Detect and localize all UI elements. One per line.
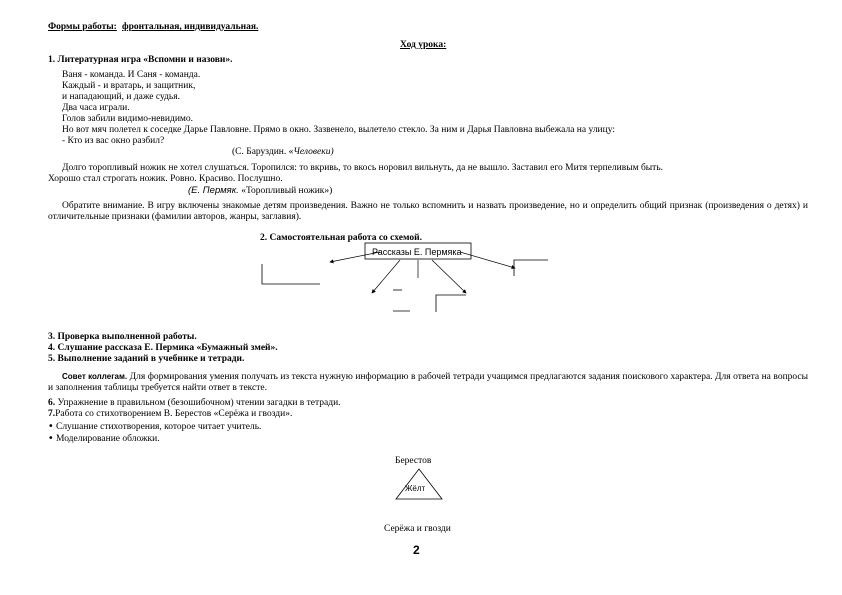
section1-title: 1. Литературная игра «Вспомни и назови». — [48, 55, 233, 65]
scheme-arrow-down-right — [432, 260, 466, 293]
page-number: 2 — [413, 543, 420, 557]
item-7-number: 7. — [48, 409, 56, 419]
poem-line: и нападающий, и даже судья. — [62, 92, 181, 102]
item-6 — [48, 398, 341, 409]
citation-2 — [188, 185, 332, 197]
bullet-text: Слушание стихотворения, которое читает учитель. — [55, 422, 262, 432]
poem-line: - Кто из вас окно разбил? — [62, 136, 165, 146]
cover-genre: Жёлт — [405, 484, 426, 493]
bullet-dot-icon: • — [48, 421, 54, 432]
scheme-slot-left — [262, 264, 320, 284]
bullet-dot-icon: • — [48, 433, 54, 444]
lesson-heading: Ход урока: — [400, 40, 447, 50]
note-paragraph: Обратите внимание. В игру включены знакомые детям произведения. Важно не только вспомнить и назвать произведение, но и определить общий признак (произведения о детях) и отличительные признаки (фамилии авторов, жанры, заглавия). — [48, 201, 808, 222]
section2-title: 2. Самостоятельная работа со схемой. — [260, 233, 422, 243]
poem-line: Голов забили видимо-невидимо. — [62, 114, 194, 124]
bullet-item — [48, 433, 160, 445]
bullet-item — [48, 421, 261, 433]
poem-line: Но вот мяч полетел к соседке Дарье Павловне. Прямо в окно. Зазвенело, вылетело стекло. За ним и Дарья Павловна выбежала на улицу: — [62, 125, 615, 135]
step-3: 3. Проверка выполненной работы. — [48, 332, 197, 342]
cover-title: Серёжа и гвозди — [384, 524, 451, 534]
scheme-center-label: Рассказы Е. Пермяка — [372, 247, 462, 257]
scheme-slot-right — [514, 260, 548, 276]
forms-value: фронтальная, индивидуальная. — [122, 22, 259, 32]
scheme-arrow-down-left — [372, 260, 400, 293]
poem-line: Два часа играли. — [62, 103, 130, 113]
poem-line: Ваня - команда. И Саня - команда. — [62, 70, 201, 80]
citation-1-title: Человеки) — [293, 147, 334, 157]
bullet-text: Моделирование обложки. — [55, 434, 160, 444]
citation-2-title: «Торопливый ножик») — [241, 186, 333, 196]
cover-author: Берестов — [395, 456, 432, 466]
paragraph-2-line-1: Долго торопливый ножик не хотел слушаться. Торопился: то вкривь, то вкось норовил вильнуть, да не вышло. Заставил его Митя терпеливым быть. — [62, 163, 664, 173]
item-6-text: Упражнение в правильном (безошибочном) чтении загадки в тетради. — [57, 398, 341, 408]
citation-1-author: (С. Баруздин. « — [232, 147, 294, 157]
poem-line: Каждый - и вратарь, и защитник, — [62, 81, 196, 91]
forms-label: Формы работы: — [48, 22, 117, 32]
item-6-number: 6. — [48, 398, 56, 408]
scheme-slot-bottom-right — [436, 295, 466, 312]
citation-1 — [232, 147, 334, 158]
scheme-arrow-right — [460, 252, 515, 268]
advice-paragraph — [48, 371, 808, 394]
item-7-text: Работа со стихотворением В. Берестов «Серёжа и гвозди». — [55, 409, 293, 419]
step-4: 4. Слушание рассказа Е. Пермика «Бумажный змей». — [48, 343, 278, 353]
item-7 — [48, 409, 292, 420]
paragraph-2-line-2: Хорошо стал строгать ножик. Ровно. Красиво. Послушно. — [48, 174, 283, 184]
citation-2-author: (Е. Пермяк. — [188, 185, 239, 196]
advice-text: Для формирования умения получать из текста нужную информацию в рабочей тетради учащимся предлагаются задания поискового характера. Для ответа на вопросы и заполнения таблицы требуется найти ответ в тексте. — [48, 372, 808, 393]
step-5: 5. Выполнение заданий в учебнике и тетради. — [48, 354, 245, 364]
advice-label: Совет коллегам. — [62, 372, 128, 381]
